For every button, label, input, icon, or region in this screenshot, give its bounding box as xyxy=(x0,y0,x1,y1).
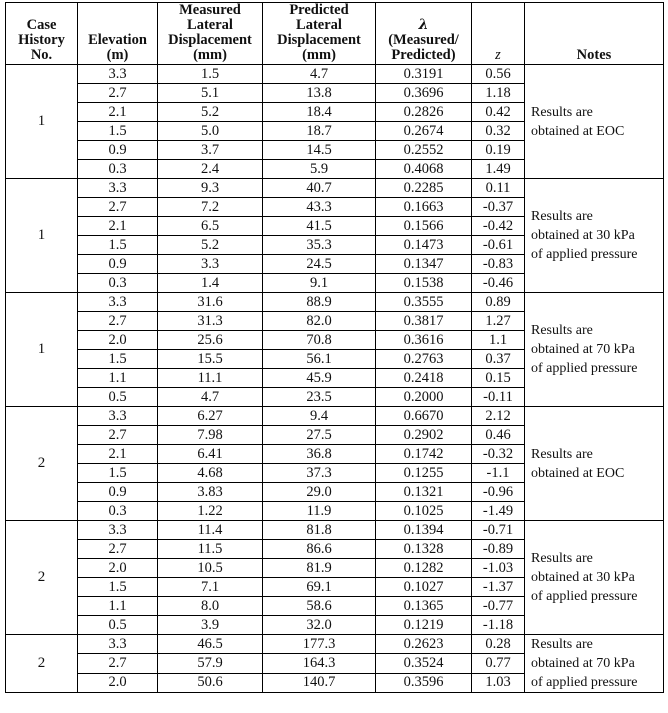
elevation-cell: 2.1 xyxy=(78,217,158,236)
header-case-history: Case History No. xyxy=(6,3,78,65)
notes-cell xyxy=(525,407,664,521)
lambda-cell: 0.1473 xyxy=(376,236,472,255)
elevation-cell: 0.9 xyxy=(78,483,158,502)
measured-cell: 7.1 xyxy=(158,578,263,597)
table-row xyxy=(6,635,664,654)
elevation-cell: 1.5 xyxy=(78,578,158,597)
z-cell: -0.77 xyxy=(472,597,525,616)
measured-cell: 1.5 xyxy=(158,65,263,84)
elevation-cell: 2.0 xyxy=(78,331,158,350)
case-history-cell: 2 xyxy=(6,635,78,693)
case-history-cell: 1 xyxy=(6,293,78,407)
z-cell: -0.71 xyxy=(472,521,525,540)
notes-line: obtained at EOC xyxy=(531,465,625,481)
z-cell: 0.32 xyxy=(472,122,525,141)
elevation-cell: 3.3 xyxy=(78,179,158,198)
measured-cell: 5.0 xyxy=(158,122,263,141)
measured-cell: 11.1 xyxy=(158,369,263,388)
lambda-cell: 0.1027 xyxy=(376,578,472,597)
measured-cell: 1.4 xyxy=(158,274,263,293)
header-elevation: Elevation (m) xyxy=(78,3,158,65)
z-cell: 0.37 xyxy=(472,350,525,369)
notes-line: obtained at EOC xyxy=(531,123,625,139)
measured-cell: 5.1 xyxy=(158,84,263,103)
measured-cell: 6.5 xyxy=(158,217,263,236)
measured-cell: 5.2 xyxy=(158,103,263,122)
z-cell: 0.11 xyxy=(472,179,525,198)
lambda-cell: 0.1538 xyxy=(376,274,472,293)
measured-cell: 31.3 xyxy=(158,312,263,331)
lambda-cell: 0.2826 xyxy=(376,103,472,122)
lambda-cell: 0.1663 xyxy=(376,198,472,217)
z-cell: -0.89 xyxy=(472,540,525,559)
notes-cell xyxy=(525,179,664,293)
measured-cell: 31.6 xyxy=(158,293,263,312)
table-row xyxy=(6,407,664,426)
header-lambda: λ (Measured/ Predicted) xyxy=(376,3,472,65)
measured-cell: 25.6 xyxy=(158,331,263,350)
z-cell: 0.42 xyxy=(472,103,525,122)
lambda-cell: 0.6670 xyxy=(376,407,472,426)
predicted-cell: 11.9 xyxy=(263,502,376,521)
displacement-table xyxy=(5,2,664,693)
z-cell: -1.49 xyxy=(472,502,525,521)
measured-cell: 5.2 xyxy=(158,236,263,255)
predicted-cell: 27.5 xyxy=(263,426,376,445)
z-cell: 1.27 xyxy=(472,312,525,331)
predicted-cell: 5.9 xyxy=(263,160,376,179)
lambda-symbol: λ xyxy=(418,17,429,33)
predicted-cell: 45.9 xyxy=(263,369,376,388)
z-cell: 0.56 xyxy=(472,65,525,84)
predicted-cell: 18.4 xyxy=(263,103,376,122)
elevation-cell: 0.5 xyxy=(78,388,158,407)
z-cell: -0.83 xyxy=(472,255,525,274)
notes-line: Results are xyxy=(531,446,593,462)
elevation-cell: 0.3 xyxy=(78,160,158,179)
z-cell: -1.03 xyxy=(472,559,525,578)
z-cell: -0.46 xyxy=(472,274,525,293)
elevation-cell: 2.0 xyxy=(78,673,158,692)
predicted-cell: 69.1 xyxy=(263,578,376,597)
measured-cell: 4.7 xyxy=(158,388,263,407)
elevation-cell: 1.1 xyxy=(78,369,158,388)
lambda-cell: 0.1394 xyxy=(376,521,472,540)
elevation-cell: 3.3 xyxy=(78,293,158,312)
table-body xyxy=(6,65,664,693)
lambda-cell: 0.2552 xyxy=(376,141,472,160)
notes-cell xyxy=(525,635,664,693)
elevation-cell: 1.5 xyxy=(78,122,158,141)
predicted-cell: 81.9 xyxy=(263,559,376,578)
elevation-cell: 0.9 xyxy=(78,141,158,160)
predicted-cell: 86.6 xyxy=(263,540,376,559)
z-cell: 2.12 xyxy=(472,407,525,426)
elevation-cell: 3.3 xyxy=(78,65,158,84)
notes-line: obtained at 70 kPa xyxy=(531,342,635,357)
z-cell: 0.15 xyxy=(472,369,525,388)
lambda-cell: 0.2623 xyxy=(376,635,472,654)
z-cell: 1.03 xyxy=(472,673,525,692)
lambda-cell: 0.1347 xyxy=(376,255,472,274)
predicted-cell: 56.1 xyxy=(263,350,376,369)
notes-line: of applied pressure xyxy=(531,589,638,604)
predicted-cell: 164.3 xyxy=(263,654,376,673)
z-cell: 0.89 xyxy=(472,293,525,312)
table-row xyxy=(6,179,664,198)
measured-cell: 57.9 xyxy=(158,654,263,673)
header-notes: Notes xyxy=(525,3,664,65)
predicted-cell: 14.5 xyxy=(263,141,376,160)
elevation-cell: 2.1 xyxy=(78,445,158,464)
lambda-cell: 0.2285 xyxy=(376,179,472,198)
elevation-cell: 1.1 xyxy=(78,597,158,616)
notes-line: of applied pressure xyxy=(531,675,638,690)
lambda-cell: 0.1365 xyxy=(376,597,472,616)
lambda-cell: 0.3555 xyxy=(376,293,472,312)
z-cell: 1.1 xyxy=(472,331,525,350)
elevation-cell: 3.3 xyxy=(78,635,158,654)
z-cell: 1.49 xyxy=(472,160,525,179)
elevation-cell: 1.5 xyxy=(78,464,158,483)
elevation-cell: 1.5 xyxy=(78,350,158,369)
notes-line: obtained at 30 kPa xyxy=(531,228,635,243)
lambda-cell: 0.2418 xyxy=(376,369,472,388)
lambda-cell: 0.4068 xyxy=(376,160,472,179)
notes-line: of applied pressure xyxy=(531,247,638,262)
z-cell: -0.37 xyxy=(472,198,525,217)
notes-line: Results are xyxy=(531,104,593,120)
z-cell: -0.42 xyxy=(472,217,525,236)
notes-line: Results are xyxy=(531,637,593,652)
lambda-cell: 0.1219 xyxy=(376,616,472,635)
predicted-cell: 9.1 xyxy=(263,274,376,293)
notes-cell xyxy=(525,521,664,635)
predicted-cell: 29.0 xyxy=(263,483,376,502)
predicted-cell: 70.8 xyxy=(263,331,376,350)
lambda-cell: 0.1566 xyxy=(376,217,472,236)
notes-line: Results are xyxy=(531,551,593,566)
lambda-cell: 0.3817 xyxy=(376,312,472,331)
predicted-cell: 36.8 xyxy=(263,445,376,464)
z-cell: 0.77 xyxy=(472,654,525,673)
predicted-cell: 13.8 xyxy=(263,84,376,103)
case-history-cell: 1 xyxy=(6,65,78,179)
z-cell: -0.32 xyxy=(472,445,525,464)
predicted-cell: 37.3 xyxy=(263,464,376,483)
predicted-cell: 82.0 xyxy=(263,312,376,331)
lambda-cell: 0.1282 xyxy=(376,559,472,578)
measured-cell: 3.83 xyxy=(158,483,263,502)
elevation-cell: 0.3 xyxy=(78,274,158,293)
case-history-cell: 2 xyxy=(6,521,78,635)
predicted-cell: 9.4 xyxy=(263,407,376,426)
lambda-cell: 0.3524 xyxy=(376,654,472,673)
measured-cell: 7.2 xyxy=(158,198,263,217)
measured-cell: 10.5 xyxy=(158,559,263,578)
elevation-cell: 2.7 xyxy=(78,426,158,445)
measured-cell: 4.68 xyxy=(158,464,263,483)
z-cell: -1.1 xyxy=(472,464,525,483)
notes-cell xyxy=(525,65,664,179)
measured-cell: 9.3 xyxy=(158,179,263,198)
measured-cell: 11.5 xyxy=(158,540,263,559)
lambda-cell: 0.2763 xyxy=(376,350,472,369)
elevation-cell: 0.5 xyxy=(78,616,158,635)
z-cell: -0.96 xyxy=(472,483,525,502)
z-cell: 1.18 xyxy=(472,84,525,103)
lambda-cell: 0.1328 xyxy=(376,540,472,559)
elevation-cell: 0.9 xyxy=(78,255,158,274)
measured-cell: 7.98 xyxy=(158,426,263,445)
predicted-cell: 24.5 xyxy=(263,255,376,274)
measured-cell: 8.0 xyxy=(158,597,263,616)
lambda-cell: 0.1255 xyxy=(376,464,472,483)
measured-cell: 1.22 xyxy=(158,502,263,521)
lambda-cell: 0.2000 xyxy=(376,388,472,407)
header-predicted: Predicted Lateral Displacement (mm) xyxy=(263,3,376,65)
lambda-cell: 0.1742 xyxy=(376,445,472,464)
elevation-cell: 2.0 xyxy=(78,559,158,578)
elevation-cell: 2.7 xyxy=(78,312,158,331)
table-row xyxy=(6,521,664,540)
z-cell: -0.11 xyxy=(472,388,525,407)
notes-line: of applied pressure xyxy=(531,361,638,376)
predicted-cell: 58.6 xyxy=(263,597,376,616)
case-history-cell: 2 xyxy=(6,407,78,521)
z-cell: 0.46 xyxy=(472,426,525,445)
lambda-cell: 0.2674 xyxy=(376,122,472,141)
measured-cell: 6.27 xyxy=(158,407,263,426)
predicted-cell: 35.3 xyxy=(263,236,376,255)
z-cell: -0.61 xyxy=(472,236,525,255)
header-z: z xyxy=(472,3,525,65)
predicted-cell: 32.0 xyxy=(263,616,376,635)
elevation-cell: 2.7 xyxy=(78,198,158,217)
elevation-cell: 0.3 xyxy=(78,502,158,521)
measured-cell: 3.7 xyxy=(158,141,263,160)
case-history-cell: 1 xyxy=(6,179,78,293)
z-cell: 0.19 xyxy=(472,141,525,160)
table-row xyxy=(6,65,664,84)
elevation-cell: 2.7 xyxy=(78,84,158,103)
lambda-cell: 0.1321 xyxy=(376,483,472,502)
predicted-cell: 43.3 xyxy=(263,198,376,217)
predicted-cell: 81.8 xyxy=(263,521,376,540)
lambda-cell: 0.3616 xyxy=(376,331,472,350)
measured-cell: 15.5 xyxy=(158,350,263,369)
elevation-cell: 2.1 xyxy=(78,103,158,122)
table-header xyxy=(6,3,664,65)
predicted-cell: 40.7 xyxy=(263,179,376,198)
table-row xyxy=(6,293,664,312)
lambda-cell: 0.1025 xyxy=(376,502,472,521)
lambda-cell: 0.2902 xyxy=(376,426,472,445)
predicted-cell: 4.7 xyxy=(263,65,376,84)
elevation-cell: 3.3 xyxy=(78,521,158,540)
predicted-cell: 177.3 xyxy=(263,635,376,654)
notes-cell xyxy=(525,293,664,407)
notes-line: obtained at 30 kPa xyxy=(531,570,635,585)
notes-line: obtained at 70 kPa xyxy=(531,656,635,671)
measured-cell: 3.3 xyxy=(158,255,263,274)
predicted-cell: 88.9 xyxy=(263,293,376,312)
measured-cell: 46.5 xyxy=(158,635,263,654)
z-cell: 0.28 xyxy=(472,635,525,654)
lambda-cell: 0.3191 xyxy=(376,65,472,84)
elevation-cell: 1.5 xyxy=(78,236,158,255)
elevation-cell: 3.3 xyxy=(78,407,158,426)
predicted-cell: 140.7 xyxy=(263,673,376,692)
predicted-cell: 18.7 xyxy=(263,122,376,141)
elevation-cell: 2.7 xyxy=(78,654,158,673)
measured-cell: 6.41 xyxy=(158,445,263,464)
notes-line: Results are xyxy=(531,323,593,338)
header-measured: Measured Lateral Displacement (mm) xyxy=(158,3,263,65)
notes-line: Results are xyxy=(531,209,593,224)
predicted-cell: 41.5 xyxy=(263,217,376,236)
measured-cell: 2.4 xyxy=(158,160,263,179)
predicted-cell: 23.5 xyxy=(263,388,376,407)
lambda-cell: 0.3596 xyxy=(376,673,472,692)
measured-cell: 11.4 xyxy=(158,521,263,540)
measured-cell: 50.6 xyxy=(158,673,263,692)
lambda-cell: 0.3696 xyxy=(376,84,472,103)
elevation-cell: 2.7 xyxy=(78,540,158,559)
measured-cell: 3.9 xyxy=(158,616,263,635)
z-cell: -1.37 xyxy=(472,578,525,597)
z-cell: -1.18 xyxy=(472,616,525,635)
